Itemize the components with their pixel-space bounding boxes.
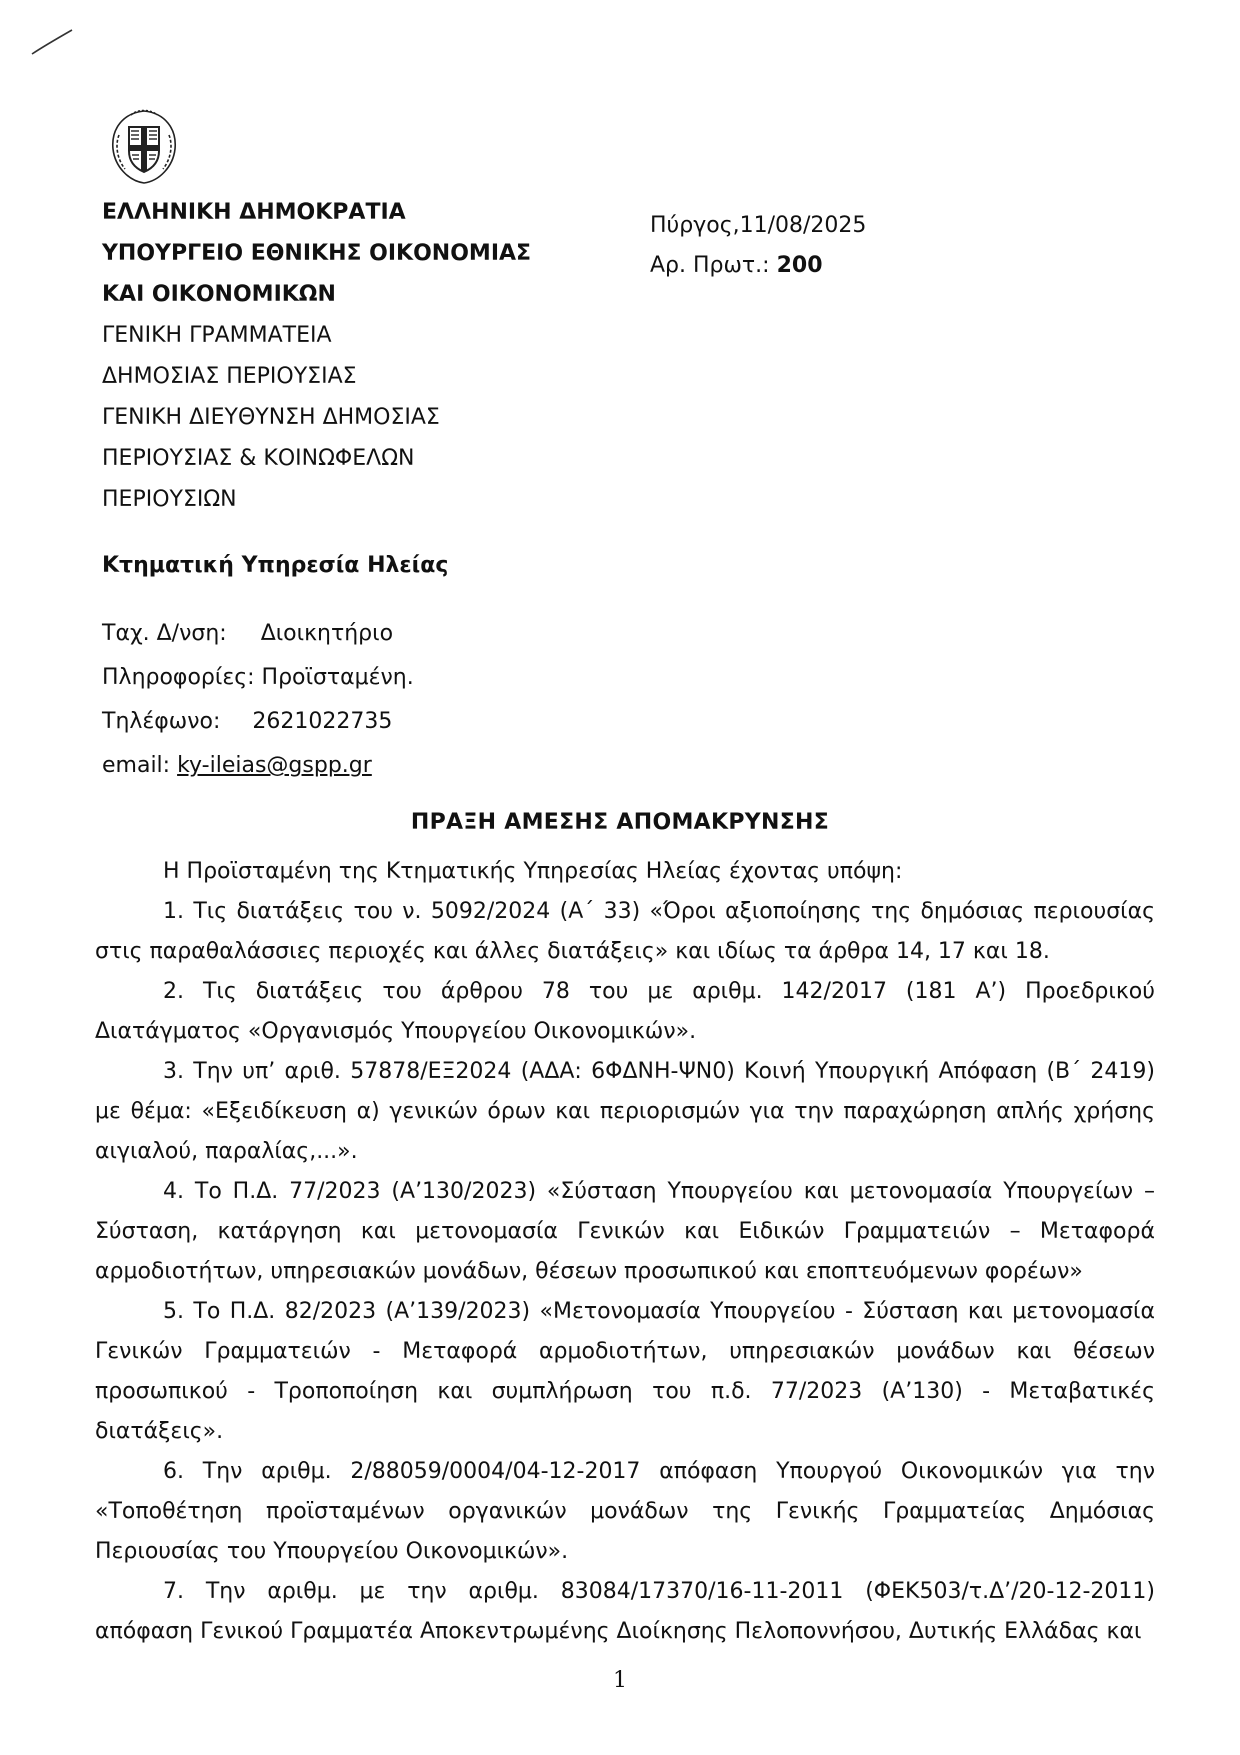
info-label: Πληροφορίες: bbox=[102, 665, 255, 690]
list-item: 3. Την υπ’ αριθ. 57878/ΕΞ2024 (ΑΔΑ: 6ΦΔΝΗ-ΨΝ0) Κοινή Υπουργική Απόφαση (Β΄ 2419) με θέμα: «Εξειδίκευση α) γενικών όρων και περιορισμών για την παραχώρηση απλής χρήσης αιγιαλού, παραλίας,...». bbox=[95, 1059, 1155, 1164]
email-row bbox=[102, 744, 414, 788]
list-item: 6. Την αριθμ. 2/88059/0004/04-12-2017 απόφαση Υπουργού Οικονομικών για την «Τοποθέτηση προϊσταμένων οργανικών μονάδων της Γενικής Γραμματείας Δημόσιας Περιουσίας του Υπουργείου Οικονομικών». bbox=[95, 1459, 1155, 1564]
address-row bbox=[102, 612, 414, 656]
address-label: Ταχ. Δ/νση: bbox=[102, 621, 227, 646]
reference-block bbox=[650, 206, 1010, 286]
header-line: ΠΕΡΙΟΥΣΙΩΝ bbox=[102, 487, 237, 512]
header-line: ΚΑΙ ΟΙΚΟΝΟΜΙΚΩΝ bbox=[102, 282, 336, 307]
intro-paragraph: Η Προϊσταμένη της Κτηματικής Υπηρεσίας Ηλείας έχοντας υπόψη: bbox=[163, 859, 903, 884]
act-title: ΠΡΑΞΗ ΑΜΕΣΗΣ ΑΠΟΜΑΚΡΥΝΣΗΣ bbox=[410, 810, 830, 835]
phone-value: 2621022735 bbox=[252, 709, 393, 734]
email-link[interactable]: ky-ileias@gspp.gr bbox=[177, 753, 372, 778]
header-line: ΓΕΝΙΚΗ ΔΙΕΥΘΥΝΣΗ ΔΗΜΟΣΙΑΣ bbox=[102, 405, 440, 430]
protocol-label: Αρ. Πρωτ.: bbox=[650, 253, 770, 278]
address-value: Διοικητήριο bbox=[260, 621, 394, 646]
page-number: 1 bbox=[613, 1668, 627, 1693]
contact-block bbox=[102, 612, 414, 788]
protocol-line bbox=[650, 246, 1010, 286]
pen-stroke-mark bbox=[30, 28, 74, 58]
document-body bbox=[95, 852, 1155, 1652]
service-name: Κτηματική Υπηρεσία Ηλείας bbox=[102, 553, 449, 578]
info-value: Προϊσταμένη. bbox=[261, 665, 414, 690]
header-line: ΕΛΛΗΝΙΚΗ ΔΗΜΟΚΡΑΤΙΑ bbox=[102, 200, 406, 225]
coat-of-arms-icon bbox=[105, 105, 183, 187]
list-item: 1. Τις διατάξεις του ν. 5092/2024 (Α΄ 33) «Όροι αξιοποίησης της δημόσιας περιουσίας στις παραθαλάσσιες περιοχές και άλλες διατάξεις» και ιδίως τα άρθρα 14, 17 και 18. bbox=[95, 899, 1155, 964]
header-line: ΠΕΡΙΟΥΣΙΑΣ & ΚΟΙΝΩΦΕΛΩΝ bbox=[102, 446, 415, 471]
phone-label: Τηλέφωνο: bbox=[102, 709, 221, 734]
info-row bbox=[102, 656, 414, 700]
phone-row bbox=[102, 700, 414, 744]
header-line: ΥΠΟΥΡΓΕΙΟ ΕΘΝΙΚΗΣ ΟΙΚΟΝΟΜΙΑΣ bbox=[102, 241, 532, 266]
list-item: 7. Την αριθμ. με την αριθμ. 83084/17370/16-11-2011 (ΦΕΚ503/τ.Δ’/20-12-2011) απόφαση Γενικού Γραμματέα Αποκεντρωμένης Διοίκησης Πελοποννήσου, Δυτικής Ελλάδας και bbox=[95, 1579, 1155, 1644]
protocol-number: 200 bbox=[776, 253, 823, 278]
list-item: 4. Το Π.Δ. 77/2023 (Α’130/2023) «Σύσταση Υπουργείου και μετονομασία Υπουργείων – Σύσταση, κατάργηση και μετονομασία Γενικών και Ειδικών Γραμματειών – Μεταφορά αρμοδιοτήτων, υπηρεσιακών μονάδων, θέσεων προσωπικού και εποπτευόμενων φορέων» bbox=[95, 1179, 1155, 1284]
list-item: 5. Το Π.Δ. 82/2023 (Α’139/2023) «Μετονομασία Υπουργείου - Σύσταση και μετονομασία Γενικών Γραμματειών - Μεταφορά αρμοδιοτήτων, υπηρεσιακών μονάδων και θέσεων προσωπικού - Τροποποίηση και συμπλήρωση του π.δ. 77/2023 (Α’130) - Μεταβατικές διατάξεις». bbox=[95, 1299, 1155, 1444]
header-line: ΓΕΝΙΚΗ ΓΡΑΜΜΑΤΕΙΑ bbox=[102, 323, 332, 348]
issuer-header bbox=[102, 192, 622, 520]
list-item: 2. Τις διατάξεις του άρθρου 78 του με αριθμ. 142/2017 (181 Α’) Προεδρικού Διατάγματος «Οργανισμός Υπουργείου Οικονομικών». bbox=[95, 979, 1155, 1044]
place-date: Πύργος,11/08/2025 bbox=[650, 213, 867, 238]
header-line: ΔΗΜΟΣΙΑΣ ΠΕΡΙΟΥΣΙΑΣ bbox=[102, 364, 357, 389]
email-label: email: bbox=[102, 753, 171, 778]
